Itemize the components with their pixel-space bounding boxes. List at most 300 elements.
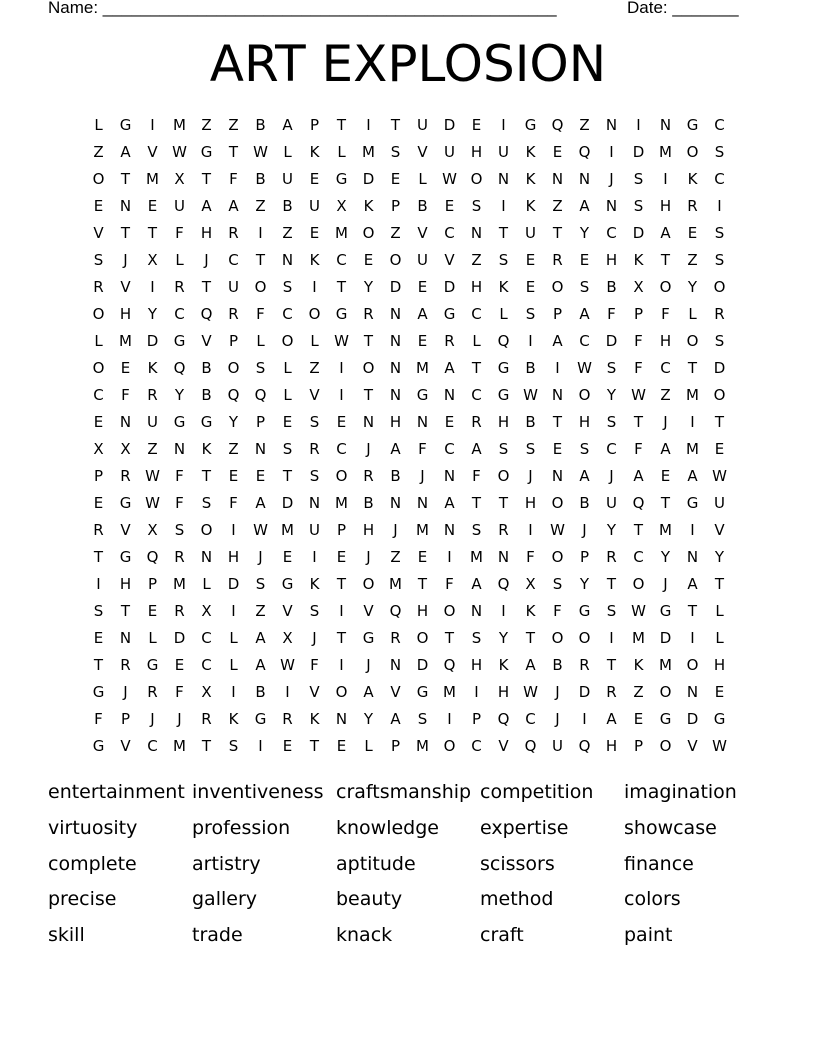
grid-cell: F xyxy=(661,305,670,323)
grid-cell: T xyxy=(552,413,563,431)
grid-cell: J xyxy=(555,710,560,728)
grid-cell: V xyxy=(417,143,428,161)
grid-cell: K xyxy=(498,656,509,674)
grid-cell: E xyxy=(93,494,104,512)
grid-cell: T xyxy=(120,224,131,242)
grid-cell: A xyxy=(390,710,401,728)
grid-cell: R xyxy=(174,548,185,566)
grid-cell: N xyxy=(578,170,591,188)
grid-cell: Y xyxy=(579,224,590,242)
grid-cell: O xyxy=(551,548,564,566)
grid-cell: X xyxy=(336,197,347,215)
grid-cell: K xyxy=(498,278,509,296)
grid-cell: I xyxy=(96,575,101,593)
grid-cell: P xyxy=(633,737,644,755)
grid-cell: V xyxy=(120,521,131,539)
grid-cell: S xyxy=(282,440,293,458)
grid-cell: T xyxy=(390,116,401,134)
grid-cell: I xyxy=(636,116,641,134)
grid-cell: U xyxy=(417,116,428,134)
grid-cell: A xyxy=(390,440,401,458)
grid-cell: H xyxy=(227,548,240,566)
grid-cell: C xyxy=(714,170,725,188)
grid-row xyxy=(85,519,735,546)
grid-row xyxy=(85,222,735,249)
grid-cell: S xyxy=(579,278,590,296)
grid-cell: C xyxy=(444,224,455,242)
grid-row xyxy=(85,195,735,222)
grid-cell: R xyxy=(120,467,131,485)
grid-cell: N xyxy=(686,683,699,701)
grid-cell: V xyxy=(363,602,374,620)
grid-cell: I xyxy=(150,116,155,134)
grid-cell: C xyxy=(471,386,482,404)
grid-cell: S xyxy=(390,143,401,161)
grid-cell: S xyxy=(255,359,266,377)
grid-cell: O xyxy=(497,467,510,485)
grid-cell: L xyxy=(364,737,373,755)
grid-cell: T xyxy=(201,737,212,755)
grid-cell: L xyxy=(337,143,346,161)
grid-cell: K xyxy=(525,143,536,161)
grid-cell: I xyxy=(528,332,533,350)
grid-cell: G xyxy=(119,494,132,512)
grid-cell: K xyxy=(147,359,158,377)
grid-cell: N xyxy=(119,197,132,215)
grid-cell: X xyxy=(93,440,104,458)
grid-cell: W xyxy=(145,467,160,485)
grid-cell: R xyxy=(147,683,158,701)
grid-cell: L xyxy=(715,602,724,620)
grid-cell: D xyxy=(605,332,618,350)
grid-cell: P xyxy=(228,332,239,350)
grid-cell: O xyxy=(443,602,456,620)
grid-cell: S xyxy=(525,305,536,323)
grid-cell: V xyxy=(120,737,131,755)
grid-cell: R xyxy=(282,710,293,728)
grid-cell: R xyxy=(174,278,185,296)
grid-cell: T xyxy=(93,656,104,674)
grid-cell: G xyxy=(146,656,159,674)
grid-cell: N xyxy=(470,224,483,242)
grid-cell: K xyxy=(363,197,374,215)
grid-cell: S xyxy=(498,251,509,269)
grid-cell: T xyxy=(201,278,212,296)
grid-cell: T xyxy=(633,521,644,539)
grid-cell: G xyxy=(443,305,456,323)
letter-grid xyxy=(85,114,735,762)
grid-cell: F xyxy=(526,548,535,566)
grid-cell: T xyxy=(633,413,644,431)
grid-cell: E xyxy=(336,548,347,566)
grid-row xyxy=(85,411,735,438)
grid-cell: M xyxy=(686,440,699,458)
grid-cell: L xyxy=(283,386,292,404)
grid-cell: T xyxy=(201,467,212,485)
grid-cell: T xyxy=(255,251,266,269)
grid-cell: I xyxy=(501,197,506,215)
grid-cell: J xyxy=(420,467,425,485)
grid-cell: J xyxy=(582,521,587,539)
grid-cell: C xyxy=(201,656,212,674)
grid-cell: G xyxy=(497,386,510,404)
grid-cell: Q xyxy=(524,737,537,755)
grid-row xyxy=(85,654,735,681)
grid-cell: F xyxy=(121,386,130,404)
grid-cell: J xyxy=(609,170,614,188)
grid-cell: N xyxy=(605,116,618,134)
grid-cell: N xyxy=(443,386,456,404)
grid-cell: M xyxy=(173,737,186,755)
grid-cell: S xyxy=(255,575,266,593)
grid-cell: X xyxy=(201,683,212,701)
word-list-item: profession xyxy=(192,816,291,839)
grid-cell: H xyxy=(200,224,213,242)
grid-cell: C xyxy=(147,737,158,755)
grid-cell: J xyxy=(123,251,128,269)
grid-cell: O xyxy=(335,467,348,485)
grid-cell: E xyxy=(309,224,320,242)
grid-cell: G xyxy=(200,143,213,161)
grid-cell: T xyxy=(201,170,212,188)
grid-cell: I xyxy=(663,170,668,188)
grid-cell: Y xyxy=(714,548,725,566)
grid-cell: O xyxy=(362,575,375,593)
grid-cell: K xyxy=(525,170,536,188)
grid-cell: O xyxy=(92,359,105,377)
grid-cell: Q xyxy=(497,332,510,350)
grid-row xyxy=(85,114,735,141)
grid-cell: T xyxy=(714,413,725,431)
grid-cell: M xyxy=(362,143,375,161)
grid-cell: S xyxy=(471,521,482,539)
grid-cell: N xyxy=(281,251,294,269)
grid-cell: E xyxy=(714,440,725,458)
grid-cell: M xyxy=(470,548,483,566)
grid-cell: S xyxy=(714,251,725,269)
grid-cell: G xyxy=(173,332,186,350)
grid-cell: A xyxy=(471,575,482,593)
grid-cell: X xyxy=(147,251,158,269)
grid-row xyxy=(85,600,735,627)
grid-cell: G xyxy=(119,548,132,566)
grid-cell: I xyxy=(528,521,533,539)
grid-cell: G xyxy=(524,116,537,134)
grid-cell: T xyxy=(282,467,293,485)
grid-cell: P xyxy=(471,710,482,728)
grid-cell: L xyxy=(472,332,481,350)
grid-cell: H xyxy=(362,521,375,539)
grid-cell: A xyxy=(282,116,293,134)
grid-cell: H xyxy=(713,656,726,674)
name-field-label: Name: ________________________________________________ xyxy=(48,0,557,17)
grid-cell: Q xyxy=(200,305,213,323)
grid-cell: G xyxy=(659,602,672,620)
grid-cell: P xyxy=(120,710,131,728)
grid-cell: G xyxy=(92,737,105,755)
grid-row xyxy=(85,465,735,492)
grid-cell: C xyxy=(471,305,482,323)
grid-cell: R xyxy=(606,548,617,566)
grid-cell: F xyxy=(175,467,184,485)
grid-cell: T xyxy=(606,656,617,674)
grid-cell: L xyxy=(229,656,238,674)
grid-cell: Z xyxy=(390,224,401,242)
grid-cell: B xyxy=(579,494,590,512)
word-list xyxy=(48,778,808,957)
grid-cell: J xyxy=(663,413,668,431)
word-list-item: expertise xyxy=(480,816,569,839)
grid-cell: N xyxy=(389,656,402,674)
grid-cell: Q xyxy=(578,737,591,755)
grid-cell: A xyxy=(444,494,455,512)
word-list-item: beauty xyxy=(336,888,403,911)
grid-cell: O xyxy=(659,737,672,755)
grid-cell: F xyxy=(634,440,643,458)
grid-cell: I xyxy=(231,521,236,539)
grid-cell: S xyxy=(201,494,212,512)
grid-cell: S xyxy=(714,224,725,242)
grid-cell: M xyxy=(119,332,132,350)
grid-cell: M xyxy=(416,359,429,377)
grid-cell: M xyxy=(659,656,672,674)
grid-cell: D xyxy=(227,575,240,593)
grid-cell: Y xyxy=(579,575,590,593)
grid-cell: Y xyxy=(687,278,698,296)
grid-cell: I xyxy=(501,116,506,134)
grid-cell: E xyxy=(471,116,482,134)
grid-cell: W xyxy=(145,494,160,512)
grid-cell: M xyxy=(173,575,186,593)
grid-cell: Y xyxy=(498,629,509,647)
grid-cell: U xyxy=(174,197,185,215)
grid-cell: R xyxy=(579,656,590,674)
grid-cell: I xyxy=(231,683,236,701)
grid-cell: T xyxy=(417,575,428,593)
grid-cell: V xyxy=(390,683,401,701)
grid-cell: B xyxy=(282,197,293,215)
grid-cell: Q xyxy=(173,359,186,377)
grid-cell: E xyxy=(147,602,158,620)
grid-cell: X xyxy=(174,170,185,188)
grid-cell: J xyxy=(150,710,155,728)
grid-cell: E xyxy=(525,251,536,269)
grid-cell: O xyxy=(362,359,375,377)
grid-cell: E xyxy=(93,197,104,215)
grid-cell: L xyxy=(715,629,724,647)
grid-cell: E xyxy=(282,413,293,431)
grid-cell: H xyxy=(605,737,618,755)
grid-cell: B xyxy=(552,656,563,674)
grid-cell: T xyxy=(687,359,698,377)
grid-cell: I xyxy=(582,710,587,728)
word-list-item: knowledge xyxy=(336,816,439,839)
grid-cell: C xyxy=(93,386,104,404)
grid-cell: Q xyxy=(497,710,510,728)
grid-cell: T xyxy=(309,737,320,755)
grid-cell: R xyxy=(552,251,563,269)
grid-cell: L xyxy=(175,251,184,269)
grid-cell: S xyxy=(525,440,536,458)
grid-cell: T xyxy=(606,575,617,593)
grid-cell: N xyxy=(389,332,402,350)
grid-cell: S xyxy=(606,602,617,620)
grid-cell: T xyxy=(93,548,104,566)
grid-cell: O xyxy=(254,278,267,296)
grid-cell: M xyxy=(416,737,429,755)
grid-cell: T xyxy=(147,224,158,242)
word-list-item: showcase xyxy=(624,816,717,839)
grid-cell: Y xyxy=(174,386,185,404)
grid-cell: E xyxy=(417,332,428,350)
grid-cell: E xyxy=(660,467,671,485)
grid-cell: M xyxy=(281,521,294,539)
grid-cell: J xyxy=(663,575,668,593)
grid-cell: T xyxy=(714,575,725,593)
grid-cell: I xyxy=(258,224,263,242)
grid-cell: I xyxy=(609,629,614,647)
grid-cell: O xyxy=(578,629,591,647)
grid-cell: A xyxy=(471,440,482,458)
grid-cell: B xyxy=(363,494,374,512)
grid-cell: Z xyxy=(255,602,266,620)
grid-cell: T xyxy=(363,332,374,350)
grid-cell: A xyxy=(525,656,536,674)
grid-cell: M xyxy=(659,521,672,539)
grid-cell: N xyxy=(416,494,429,512)
grid-cell: A xyxy=(633,467,644,485)
grid-cell: N xyxy=(308,494,321,512)
grid-cell: V xyxy=(498,737,509,755)
grid-cell: X xyxy=(147,521,158,539)
grid-cell: B xyxy=(390,467,401,485)
word-list-item: gallery xyxy=(192,888,258,911)
grid-cell: R xyxy=(93,278,104,296)
word-list-item: competition xyxy=(480,781,594,803)
grid-cell: V xyxy=(201,332,212,350)
grid-cell: S xyxy=(579,440,590,458)
grid-cell: Y xyxy=(363,278,374,296)
grid-cell: O xyxy=(686,656,699,674)
grid-cell: A xyxy=(201,197,212,215)
grid-cell: S xyxy=(93,251,104,269)
word-list-item: colors xyxy=(624,888,681,911)
grid-cell: N xyxy=(389,386,402,404)
grid-cell: O xyxy=(470,170,483,188)
grid-cell: A xyxy=(255,629,266,647)
grid-cell: Z xyxy=(552,197,563,215)
grid-cell: W xyxy=(523,386,538,404)
grid-cell: O xyxy=(659,278,672,296)
grid-cell: L xyxy=(94,332,103,350)
grid-cell: E xyxy=(552,143,563,161)
grid-cell: W xyxy=(172,143,187,161)
grid-cell: P xyxy=(309,116,320,134)
grid-cell: O xyxy=(686,143,699,161)
grid-cell: N xyxy=(551,170,564,188)
grid-cell: P xyxy=(579,548,590,566)
grid-cell: Z xyxy=(471,251,482,269)
grid-cell: O xyxy=(578,386,591,404)
grid-cell: W xyxy=(253,521,268,539)
grid-cell: G xyxy=(119,116,132,134)
grid-cell: A xyxy=(660,440,671,458)
grid-cell: H xyxy=(497,413,510,431)
grid-cell: V xyxy=(309,683,320,701)
grid-cell: N xyxy=(335,710,348,728)
grid-cell: T xyxy=(228,143,239,161)
grid-cell: S xyxy=(174,521,185,539)
grid-cell: G xyxy=(335,305,348,323)
grid-cell: P xyxy=(255,413,266,431)
grid-cell: F xyxy=(418,440,427,458)
grid-cell: M xyxy=(146,170,159,188)
grid-cell: D xyxy=(389,278,402,296)
grid-cell: Z xyxy=(390,548,401,566)
grid-cell: B xyxy=(417,197,428,215)
grid-cell: I xyxy=(555,359,560,377)
grid-cell: Y xyxy=(606,521,617,539)
grid-cell: A xyxy=(363,683,374,701)
grid-cell: R xyxy=(498,521,509,539)
grid-cell: W xyxy=(253,143,268,161)
grid-cell: C xyxy=(660,359,671,377)
grid-cell: X xyxy=(633,278,644,296)
grid-cell: Z xyxy=(579,116,590,134)
grid-cell: S xyxy=(633,197,644,215)
grid-cell: Z xyxy=(255,197,266,215)
grid-cell: Z xyxy=(228,116,239,134)
grid-cell: E xyxy=(228,467,239,485)
date-field-label: Date: _______ xyxy=(627,0,739,17)
grid-cell: O xyxy=(281,332,294,350)
grid-cell: A xyxy=(120,143,131,161)
grid-cell: T xyxy=(336,278,347,296)
grid-cell: F xyxy=(256,305,265,323)
grid-cell: K xyxy=(309,251,320,269)
grid-row xyxy=(85,357,735,384)
grid-cell: P xyxy=(336,521,347,539)
grid-cell: K xyxy=(633,656,644,674)
grid-cell: S xyxy=(606,359,617,377)
grid-cell: N xyxy=(659,116,672,134)
grid-cell: E xyxy=(444,197,455,215)
grid-cell: C xyxy=(444,440,455,458)
grid-cell: T xyxy=(552,224,563,242)
grid-cell: M xyxy=(173,116,186,134)
grid-cell: E xyxy=(282,737,293,755)
grid-cell: S xyxy=(309,602,320,620)
word-list-item: inventiveness xyxy=(192,781,324,803)
grid-row xyxy=(85,330,735,357)
grid-cell: E xyxy=(255,467,266,485)
grid-cell: Z xyxy=(201,116,212,134)
grid-cell: H xyxy=(119,305,132,323)
grid-cell: K xyxy=(201,440,212,458)
grid-cell: D xyxy=(443,116,456,134)
grid-cell: J xyxy=(366,548,371,566)
grid-cell: N xyxy=(551,386,564,404)
grid-cell: U xyxy=(498,143,509,161)
grid-cell: R xyxy=(120,656,131,674)
grid-row xyxy=(85,384,735,411)
grid-cell: I xyxy=(339,386,344,404)
grid-row xyxy=(85,276,735,303)
grid-cell: U xyxy=(228,278,239,296)
grid-cell: M xyxy=(416,521,429,539)
grid-cell: O xyxy=(308,305,321,323)
grid-cell: R xyxy=(687,197,698,215)
